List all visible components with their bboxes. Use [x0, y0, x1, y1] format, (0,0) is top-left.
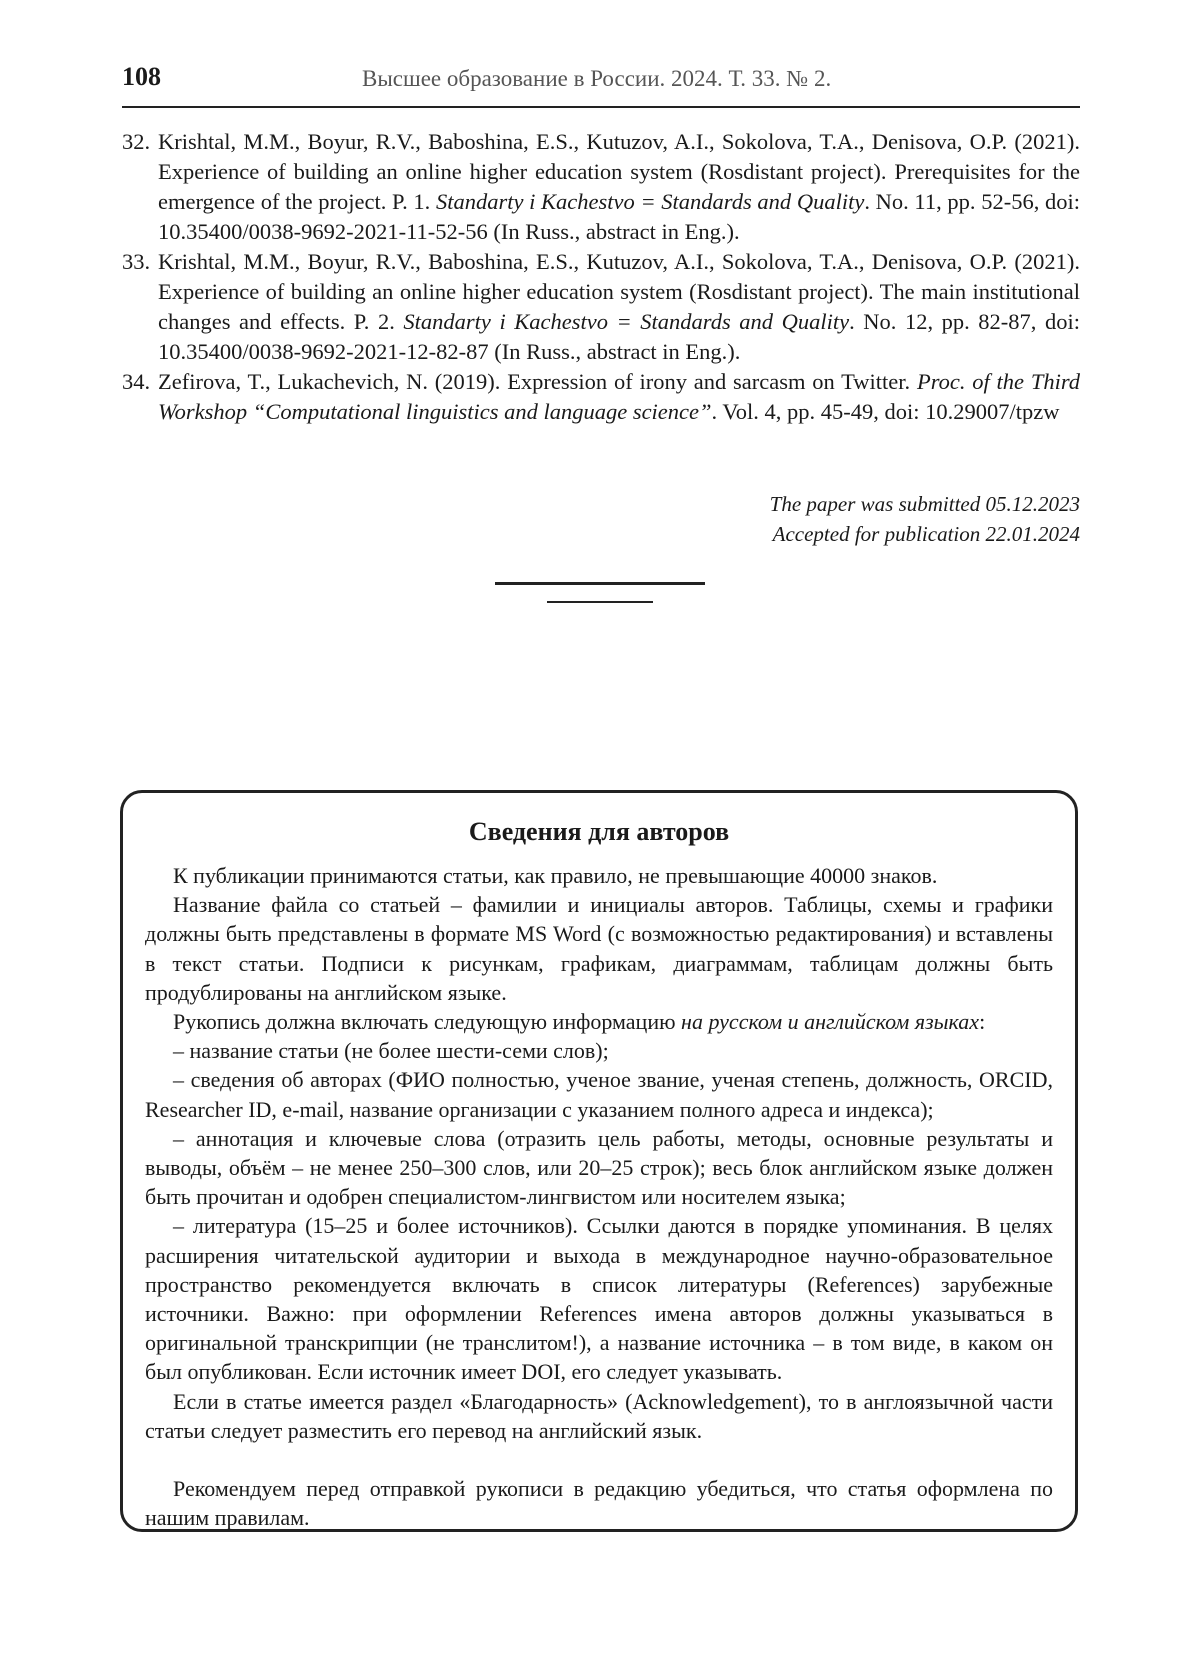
- info-closing: Рекомендуем перед отправкой рукописи в редакцию убедиться, что статья оформлена по нашим правилам.: [145, 1476, 1053, 1531]
- info-list-item: – аннотация и ключевые слова (отразить цель работы, методы, основные результаты и выводы, объём – не менее 250–300 слов, или 20–25 строк); весь блок английском языке должен быть прочитан и одобрен специалистом-лингвистом или носителем языка;: [145, 1125, 1053, 1210]
- reference-text: Krishtal, M.M., Boyur, R.V., Baboshina, E.S., Kutuzov, A.I., Sokolova, T.A., Denisova, O.P. (2021). Experience of building an online higher education system (Rosdistant project). The main institutional changes and effects. P. 2. Standarty i Kachestvo = Standards and Quality. No. 12, pp. 82-87, doi: 10.35400/0038-9692-2021-12-82-87 (In Russ., abstract in Eng.).: [158, 249, 1080, 364]
- page-number: 108: [122, 62, 161, 91]
- reference-list: [122, 127, 1080, 427]
- reference-text: Zefirova, T., Lukachevich, N. (2019). Expression of irony and sarcasm on Twitter. Proc. of the Third Workshop “Computational linguistics and language science”. Vol. 4, pp. 45-49, doi: 10.29007/tpzw: [158, 369, 1081, 424]
- reference-number: 34.: [122, 369, 151, 394]
- info-paragraph: Если в статье имеется раздел «Благодарность» (Acknowledgement), то в англоязычной части статьи следует разместить его перевод на английский язык.: [145, 1388, 1053, 1443]
- reference-item: [122, 247, 1080, 367]
- reference-item: [122, 367, 1080, 427]
- info-list-item: – сведения об авторах (ФИО полностью, ученое звание, ученая степень, должность, ORCID, Researcher ID, e-mail, название организации с указанием полного адреса и индекса);: [145, 1067, 1053, 1122]
- reference-item: [122, 127, 1080, 247]
- end-rule-short: [547, 601, 653, 603]
- info-paragraph: Название файла со статьей – фамилии и инициалы авторов. Таблицы, схемы и графики должны быть представлены в формате MS Word (с возможностью редактирования) и вставлены в текст статьи. Подписи к рисункам, графикам, диаграммам, таблицам должны быть продублированы на английском языке.: [145, 892, 1053, 1005]
- accepted-date: Accepted for publication 22.01.2024: [772, 522, 1080, 546]
- page-header: [122, 58, 1080, 108]
- info-paragraph: Рукопись должна включать следующую информацию на русском и английском языках:: [173, 1009, 986, 1035]
- reference-journal: Proc. of the Third Workshop “Computational linguistics and language science”: [158, 369, 1081, 424]
- reference-number: 32.: [122, 129, 151, 154]
- info-list-item: – литература (15–25 и более источников). Ссылки даются в порядке упоминания. В целях расширения читательской аудитории и выхода в международное научно-образовательное пространство рекомендуется включать в список литературы (References) зарубежные источники. Важно: при оформлении References имена авторов должны указываться в оригинальной транскрипции (не транслитом!), а название источника – в том виде, в каком он был опубликован. Если источник имеет DOI, его следует указывать.: [145, 1213, 1053, 1385]
- info-box-title: Сведения для авторов: [468, 817, 730, 846]
- reference-journal: Standarty i Kachestvo = Standards and Quality: [435, 189, 865, 214]
- info-paragraph: К публикации принимаются статьи, как правило, не превышающие 40000 знаков.: [173, 863, 938, 888]
- reference-journal: Standarty i Kachestvo = Standards and Quality: [403, 309, 850, 334]
- reference-text: Krishtal, M.M., Boyur, R.V., Baboshina, E.S., Kutuzov, A.I., Sokolova, T.A., Denisova, O.P. (2021). Experience of building an online higher education system (Rosdistant project). Prerequisites for the emergence of the project. P. 1. Standarty i Kachestvo = Standards and Quality. No. 11, pp. 52-56, doi: 10.35400/0038-9692-2021-11-52-56 (In Russ., abstract in Eng.).: [158, 129, 1080, 244]
- info-list-item: – название статьи (не более шести-семи слов);: [173, 1038, 609, 1064]
- end-rule-long: [495, 582, 705, 585]
- submission-dates: [770, 489, 1080, 549]
- submitted-date: The paper was submitted 05.12.2023: [769, 492, 1080, 516]
- info-emphasis: на русском и английском языках: [681, 1009, 980, 1035]
- reference-number: 33.: [122, 249, 151, 274]
- authors-info-box: [120, 790, 1078, 1532]
- running-title: Высшее образование в России. 2024. Т. 33. № 2.: [362, 66, 832, 91]
- info-spacer: [145, 1445, 1053, 1474]
